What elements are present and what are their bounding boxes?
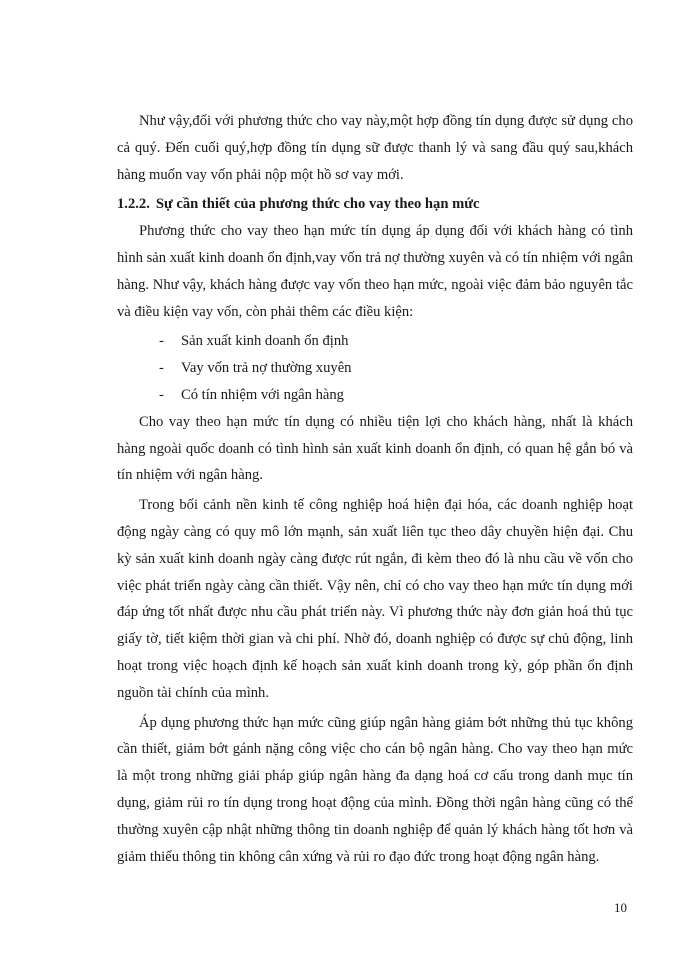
bullet-dash: - xyxy=(159,360,164,377)
paragraph-bank-benefits: Áp dụng phương thức hạn mức cũng giúp ngân hàng giảm bớt những thủ tục không cần thiết, giảm bớt gánh nặng công việc cho cán bộ ngân hàng. Cho vay theo hạn mức là một trong những giải pháp giúp ngân hàng đa dạng hoá cơ cấu trong danh mục tín dụng, giảm rủi ro tín dụng trong hoạt động của mình. Đồng thời ngân hàng cũng có thể thường xuyên cập nhật những thông tin doanh nghiệp để quản lý khách hàng tốt hơn và giảm thiểu thông tin không cân xứng và rủi ro đạo đức trong hoạt động ngân hàng. xyxy=(117,714,633,865)
conditions-list xyxy=(117,328,633,408)
list-item xyxy=(117,382,633,409)
section-number: 1.2.2. xyxy=(117,196,150,213)
paragraph-benefits: Cho vay theo hạn mức tín dụng có nhiều tiện lợi cho khách hàng, nhất là khách hàng ngoài quốc doanh có tình hình sản xuất kinh doanh ổn định, có quan hệ gắn bó và tín nhiệm với ngân hàng. xyxy=(117,413,633,484)
section-title: Sự cần thiết của phương thức cho vay theo hạn mức xyxy=(155,196,480,213)
bullet-dash: - xyxy=(159,333,164,350)
list-item xyxy=(117,355,633,382)
list-item-text: Có tín nhiệm với ngân hàng xyxy=(181,386,344,403)
list-item-text: Vay vốn trả nợ thường xuyên xyxy=(181,360,352,377)
paragraph-context: Trong bối cảnh nền kinh tế công nghiệp hoá hiện đại hóa, các doanh nghiệp hoạt động ngày càng có quy mô lớn mạnh, sản xuất liên tục theo dây chuyền hiện đại. Chu kỳ sản xuất kinh doanh ngày càng được rút ngắn, đi kèm theo đó là nhu cầu về vốn cho việc phát triển ngày càng cần thiết. Vậy nên, chỉ có cho vay theo hạn mức tín dụng mới đáp ứng tốt nhất được nhu cầu phát triển này. Vì phương thức này đơn giản hoá thủ tục giấy tờ, tiết kiệm thời gian và chi phí. Nhờ đó, doanh nghiệp có được sự chủ động, linh hoạt trong việc hoạch định kế hoạch sản xuất kinh doanh trong kỳ, góp phần ổn định nguồn tài chính của mình. xyxy=(117,497,633,701)
list-item-text: Sản xuất kinh doanh ổn định xyxy=(181,333,349,350)
paragraph-intro-quarter: Như vậy,đối với phương thức cho vay này,một hợp đồng tín dụng được sử dụng cho cả quý. Đến cuối quý,hợp đồng tín dụng sữ được thanh lý và sang đầu quý sau,khách hàng muốn vay vốn phải nộp một hồ sơ vay mới. xyxy=(117,113,633,183)
page-content xyxy=(117,108,633,873)
section-heading xyxy=(117,191,633,218)
bullet-dash: - xyxy=(159,386,164,403)
list-item xyxy=(117,328,633,355)
paragraph-conditions-intro: Phương thức cho vay theo hạn mức tín dụng áp dụng đối với khách hàng có tình hình sản xuất kinh doanh ổn định,vay vốn trả nợ thường xuyên và có tín nhiệm với ngân hàng. Như vậy, khách hàng được vay vốn theo hạn mức, ngoài việc đảm bảo nguyên tắc và điều kiện vay vốn, còn phải thêm các điều kiện: xyxy=(117,223,633,320)
page-number: 10 xyxy=(614,900,627,915)
